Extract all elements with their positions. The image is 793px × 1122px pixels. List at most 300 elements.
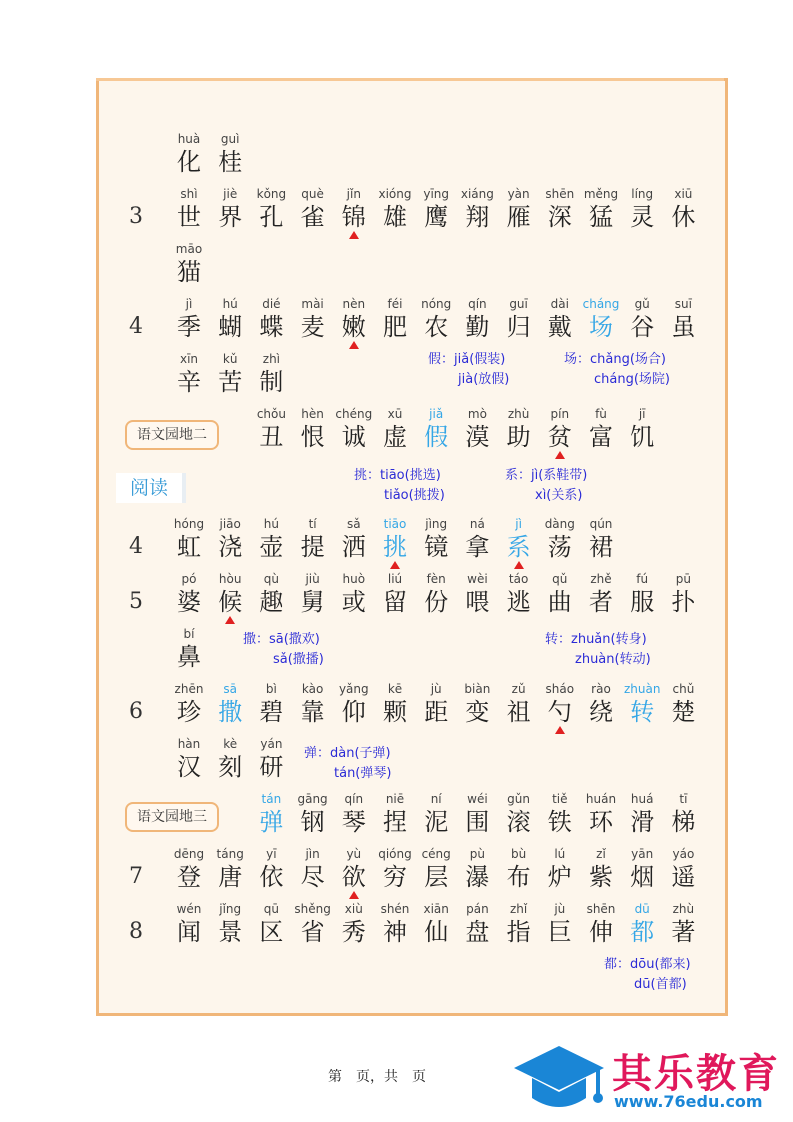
hanzi: 滑 — [630, 808, 655, 836]
character-cell — [579, 405, 623, 451]
graduation-cap-icon — [512, 1040, 606, 1120]
pinyin: ná — [469, 517, 485, 531]
character-cell — [620, 405, 664, 451]
character-cell — [620, 900, 664, 946]
hanzi: 研 — [259, 753, 284, 781]
hanzi: 逃 — [506, 588, 531, 616]
pinyin: tiāo — [383, 517, 407, 531]
note-line: zhuàn(转动) — [575, 652, 651, 667]
character-cell — [373, 680, 417, 726]
hanzi: 提 — [300, 533, 325, 561]
character-cell — [167, 900, 211, 946]
pinyin: qǔ — [552, 572, 568, 586]
note-ji — [505, 466, 587, 506]
lesson-number: 8 — [129, 919, 143, 944]
pinyin: hú — [263, 517, 279, 531]
hanzi: 区 — [259, 918, 284, 946]
pinyin: zhuàn — [623, 682, 661, 696]
pinyin: céng — [421, 847, 451, 861]
character-cell — [620, 845, 664, 891]
lesson-number: 6 — [129, 699, 143, 724]
hanzi: 紫 — [589, 863, 613, 891]
hanzi: 烟 — [630, 863, 655, 891]
pinyin: zhě — [590, 572, 612, 586]
character-cell — [249, 405, 293, 451]
note-jia — [428, 350, 509, 390]
pinyin: guī — [509, 297, 528, 311]
hanzi: 盘 — [465, 918, 490, 946]
character-cell — [497, 405, 541, 451]
hanzi: 份 — [424, 588, 449, 616]
pinyin: kào — [301, 682, 324, 696]
pinyin: kǒng — [256, 187, 287, 201]
character-cell — [249, 735, 293, 781]
hanzi: 浇 — [218, 533, 243, 561]
character-cell — [579, 295, 623, 341]
pinyin: què — [301, 187, 324, 201]
hanzi: 裙 — [589, 533, 613, 561]
character-cell — [620, 295, 664, 341]
pinyin: xióng — [378, 187, 412, 201]
hanzi: 拿 — [465, 533, 490, 561]
character-cell — [291, 295, 335, 341]
hanzi: 伸 — [589, 918, 613, 946]
character-cell — [455, 515, 499, 561]
note-line: 系：jì(系鞋带) — [505, 468, 588, 483]
note-line: jià(放假) — [458, 372, 510, 387]
hanzi: 猫 — [177, 258, 201, 286]
character-cell — [208, 295, 252, 341]
hanzi: 靠 — [300, 698, 325, 726]
character-cell — [208, 515, 252, 561]
hanzi: 化 — [177, 148, 201, 176]
character-cell — [291, 185, 335, 231]
hanzi: 泥 — [424, 808, 449, 836]
character-cell — [291, 790, 335, 836]
character-cell — [538, 790, 582, 836]
pronunciation-warning-icon — [514, 561, 524, 569]
hanzi: 翔 — [465, 203, 490, 231]
pronunciation-warning-icon — [390, 561, 400, 569]
note-line: tán(弹琴) — [334, 766, 392, 781]
hanzi: 戴 — [547, 313, 572, 341]
character-cell — [455, 570, 499, 616]
character-cell — [332, 405, 376, 451]
pinyin: dié — [262, 297, 281, 311]
character-cell — [620, 680, 664, 726]
pinyin: jì — [185, 297, 193, 311]
pinyin: hèn — [301, 407, 324, 421]
character-cell — [414, 790, 458, 836]
hanzi: 猛 — [589, 203, 613, 231]
hanzi: 助 — [506, 423, 531, 451]
pinyin: hàn — [177, 737, 201, 751]
hanzi: 闻 — [177, 918, 201, 946]
pinyin: pán — [466, 902, 489, 916]
lesson-number: 4 — [129, 314, 143, 339]
pinyin: jiǎ — [429, 407, 444, 421]
character-cell — [579, 900, 623, 946]
pinyin: tiě — [552, 792, 568, 806]
pinyin: gāng — [297, 792, 328, 806]
lesson-number: 4 — [129, 534, 143, 559]
character-cell — [249, 680, 293, 726]
pinyin: měng — [583, 187, 619, 201]
hanzi: 著 — [671, 918, 696, 946]
character-cell — [661, 570, 705, 616]
character-cell — [167, 845, 211, 891]
character-cell — [455, 790, 499, 836]
pinyin: táng — [216, 847, 244, 861]
character-cell — [414, 185, 458, 231]
pinyin: fù — [595, 407, 607, 421]
character-cell — [661, 845, 705, 891]
hanzi: 虹 — [177, 533, 201, 561]
pinyin: kè — [223, 737, 238, 751]
character-cell — [249, 790, 293, 836]
section-tag-reading: 阅读 — [116, 473, 186, 503]
hanzi: 饥 — [630, 423, 655, 451]
pinyin: pū — [675, 572, 691, 586]
hanzi: 休 — [671, 203, 696, 231]
pinyin: zhù — [672, 902, 695, 916]
character-cell — [455, 185, 499, 231]
hanzi: 留 — [383, 588, 407, 616]
note-line: 撒：sā(撒欢) — [243, 632, 320, 647]
brand-url: www.76edu.com — [614, 1092, 763, 1111]
hanzi: 唐 — [218, 863, 243, 891]
note-line: 转：zhuǎn(转身) — [545, 632, 647, 647]
character-cell — [332, 185, 376, 231]
hanzi: 深 — [547, 203, 572, 231]
character-cell — [661, 185, 705, 231]
hanzi: 尽 — [300, 863, 325, 891]
hanzi: 系 — [506, 533, 531, 561]
hanzi: 恨 — [300, 423, 325, 451]
character-cell — [414, 680, 458, 726]
pronunciation-warning-icon — [349, 891, 359, 899]
pinyin: huán — [585, 792, 617, 806]
character-cell — [538, 680, 582, 726]
character-cell — [208, 350, 252, 396]
hanzi: 仙 — [424, 918, 449, 946]
character-cell — [332, 295, 376, 341]
hanzi: 农 — [424, 313, 449, 341]
pinyin: huò — [342, 572, 366, 586]
note-line: 弹：dàn(子弹) — [304, 746, 391, 761]
hanzi: 撒 — [218, 698, 243, 726]
hanzi: 舅 — [300, 588, 325, 616]
pinyin: qún — [589, 517, 613, 531]
character-cell — [497, 845, 541, 891]
hanzi: 楚 — [671, 698, 696, 726]
pinyin: dàng — [544, 517, 575, 531]
pronunciation-warning-icon — [555, 726, 565, 734]
character-cell — [291, 900, 335, 946]
character-cell — [538, 570, 582, 616]
character-cell — [579, 515, 623, 561]
pinyin: biàn — [464, 682, 491, 696]
pinyin: sā — [223, 682, 237, 696]
hanzi: 虚 — [383, 423, 407, 451]
character-cell — [373, 405, 417, 451]
pinyin: xiù — [344, 902, 363, 916]
character-cell — [538, 515, 582, 561]
character-cell — [249, 845, 293, 891]
section-tag-garden-2: 语文园地二 — [125, 420, 219, 450]
character-cell — [620, 185, 664, 231]
hanzi: 穷 — [383, 863, 407, 891]
pinyin: jù — [554, 902, 566, 916]
hanzi: 制 — [259, 368, 284, 396]
character-cell — [167, 515, 211, 561]
character-cell — [497, 515, 541, 561]
character-cell — [208, 680, 252, 726]
pinyin: suī — [674, 297, 692, 311]
pinyin: mài — [301, 297, 324, 311]
pinyin: yán — [260, 737, 283, 751]
pronunciation-warning-icon — [555, 451, 565, 459]
pinyin: pó — [181, 572, 197, 586]
character-cell — [291, 405, 335, 451]
pinyin: zhēn — [174, 682, 204, 696]
hanzi: 都 — [630, 918, 655, 946]
character-cell — [291, 680, 335, 726]
character-cell — [455, 680, 499, 726]
character-cell — [538, 900, 582, 946]
pinyin: fèn — [426, 572, 446, 586]
lesson-number: 5 — [129, 589, 143, 614]
character-cell — [414, 405, 458, 451]
hanzi: 锦 — [341, 203, 366, 231]
pinyin: jī — [638, 407, 646, 421]
note-line: tiǎo(挑拨) — [384, 488, 445, 503]
character-cell — [620, 570, 664, 616]
hanzi: 或 — [341, 588, 366, 616]
character-cell — [208, 185, 252, 231]
character-cell — [455, 845, 499, 891]
hanzi: 祖 — [506, 698, 531, 726]
hanzi: 界 — [218, 203, 243, 231]
note-chang — [564, 350, 670, 390]
character-cell — [208, 735, 252, 781]
note-line: xì(关系) — [535, 488, 583, 503]
pinyin: kē — [387, 682, 403, 696]
pinyin: jǐng — [219, 902, 242, 916]
hanzi: 鹰 — [424, 203, 449, 231]
pinyin: pín — [550, 407, 570, 421]
hanzi: 蝶 — [259, 313, 284, 341]
character-cell — [291, 515, 335, 561]
pinyin: mò — [467, 407, 487, 421]
hanzi: 洒 — [341, 533, 366, 561]
character-cell — [167, 240, 211, 286]
character-cell — [579, 845, 623, 891]
pinyin: cháng — [582, 297, 620, 311]
hanzi: 环 — [589, 808, 613, 836]
pinyin: bù — [510, 847, 527, 861]
pinyin: hú — [222, 297, 238, 311]
hanzi: 归 — [506, 313, 531, 341]
hanzi: 勺 — [547, 698, 572, 726]
hanzi: 层 — [424, 863, 449, 891]
character-cell — [167, 130, 211, 176]
note-line: sǎ(撒播) — [273, 652, 324, 667]
note-sa — [243, 630, 324, 670]
character-cell — [373, 790, 417, 836]
hanzi: 谷 — [630, 313, 655, 341]
hanzi: 镜 — [424, 533, 449, 561]
hanzi: 颗 — [383, 698, 407, 726]
pinyin: kǔ — [222, 352, 238, 366]
pinyin: liú — [387, 572, 403, 586]
hanzi: 苦 — [218, 368, 243, 396]
hanzi: 灵 — [630, 203, 655, 231]
character-cell — [455, 295, 499, 341]
hanzi: 铁 — [547, 808, 572, 836]
character-cell — [249, 350, 293, 396]
pinyin: nèn — [342, 297, 366, 311]
character-cell — [455, 405, 499, 451]
pinyin: zǔ — [511, 682, 526, 696]
hanzi: 梯 — [671, 808, 696, 836]
pinyin: ní — [430, 792, 442, 806]
hanzi: 诚 — [341, 423, 366, 451]
pinyin: wèi — [467, 572, 488, 586]
pinyin: shén — [380, 902, 410, 916]
character-cell — [661, 295, 705, 341]
hanzi: 服 — [630, 588, 655, 616]
hanzi: 挑 — [383, 533, 407, 561]
character-cell — [373, 295, 417, 341]
pinyin: jì — [515, 517, 522, 531]
character-cell — [538, 185, 582, 231]
pinyin: yù — [346, 847, 362, 861]
character-cell — [167, 680, 211, 726]
hanzi: 仰 — [341, 698, 366, 726]
character-cell — [291, 845, 335, 891]
hanzi: 指 — [506, 918, 531, 946]
hanzi: 荡 — [547, 533, 572, 561]
character-cell — [579, 570, 623, 616]
hanzi: 富 — [589, 423, 613, 451]
hanzi: 桂 — [218, 148, 243, 176]
character-cell — [497, 570, 541, 616]
hanzi: 假 — [424, 423, 449, 451]
pinyin: jìng — [425, 517, 448, 531]
pinyin: bì — [265, 682, 277, 696]
pinyin: zhù — [507, 407, 530, 421]
pinyin: xiáng — [460, 187, 494, 201]
hanzi: 变 — [465, 698, 490, 726]
section-tag-garden-3: 语文园地三 — [125, 802, 219, 832]
character-cell — [167, 625, 211, 671]
hanzi: 世 — [177, 203, 201, 231]
hanzi: 蝴 — [218, 313, 243, 341]
pinyin: qù — [263, 572, 279, 586]
pinyin: wén — [176, 902, 202, 916]
pinyin: xiū — [674, 187, 693, 201]
pronunciation-warning-icon — [225, 616, 235, 624]
character-cell — [332, 900, 376, 946]
pinyin: hòu — [218, 572, 242, 586]
character-cell — [661, 790, 705, 836]
character-cell — [332, 515, 376, 561]
hanzi: 孔 — [259, 203, 284, 231]
hanzi: 贫 — [547, 423, 572, 451]
character-cell — [455, 900, 499, 946]
hanzi: 喂 — [465, 588, 490, 616]
pinyin: xiān — [423, 902, 449, 916]
hanzi: 神 — [383, 918, 407, 946]
character-cell — [332, 570, 376, 616]
character-cell — [579, 185, 623, 231]
pinyin: tī — [679, 792, 688, 806]
note-line: 都：dōu(都来) — [604, 957, 691, 972]
pinyin: yǎng — [338, 682, 369, 696]
pinyin: hóng — [173, 517, 205, 531]
hanzi: 鼻 — [177, 643, 201, 671]
hanzi: 麦 — [300, 313, 325, 341]
hanzi: 者 — [589, 588, 613, 616]
pinyin: sǎ — [346, 517, 361, 531]
pinyin: chǒu — [256, 407, 286, 421]
character-cell — [332, 680, 376, 726]
note-zhuan — [545, 630, 651, 670]
character-cell — [579, 680, 623, 726]
character-cell — [291, 570, 335, 616]
character-cell — [332, 790, 376, 836]
pinyin: tán — [261, 792, 282, 806]
character-cell — [167, 185, 211, 231]
pinyin: jiù — [305, 572, 320, 586]
hanzi: 瀑 — [465, 863, 490, 891]
pinyin: māo — [175, 242, 203, 256]
character-cell — [414, 515, 458, 561]
hanzi: 雁 — [506, 203, 531, 231]
hanzi: 曲 — [547, 588, 572, 616]
note-line: 场：chǎng(场合) — [564, 352, 666, 367]
character-cell — [249, 900, 293, 946]
pinyin: zhì — [262, 352, 281, 366]
hanzi: 肥 — [383, 313, 407, 341]
character-cell — [414, 295, 458, 341]
pinyin: jiāo — [219, 517, 241, 531]
character-cell — [497, 185, 541, 231]
character-cell — [167, 350, 211, 396]
character-cell — [208, 570, 252, 616]
hanzi: 婆 — [177, 588, 201, 616]
character-cell — [373, 515, 417, 561]
hanzi: 登 — [177, 863, 201, 891]
pinyin: lú — [554, 847, 566, 861]
hanzi: 场 — [589, 313, 613, 341]
pinyin: dū — [634, 902, 650, 916]
hanzi: 围 — [465, 808, 490, 836]
hanzi: 扑 — [671, 588, 696, 616]
pinyin: nóng — [421, 297, 452, 311]
hanzi: 弹 — [259, 808, 284, 836]
character-cell — [332, 845, 376, 891]
pinyin: yīng — [423, 187, 450, 201]
character-cell — [620, 790, 664, 836]
hanzi: 景 — [218, 918, 243, 946]
character-cell — [167, 570, 211, 616]
pinyin: fú — [636, 572, 649, 586]
hanzi: 琴 — [341, 808, 366, 836]
brand-name: 其乐教育 — [612, 1051, 780, 1097]
panel-top-edge — [96, 78, 724, 81]
